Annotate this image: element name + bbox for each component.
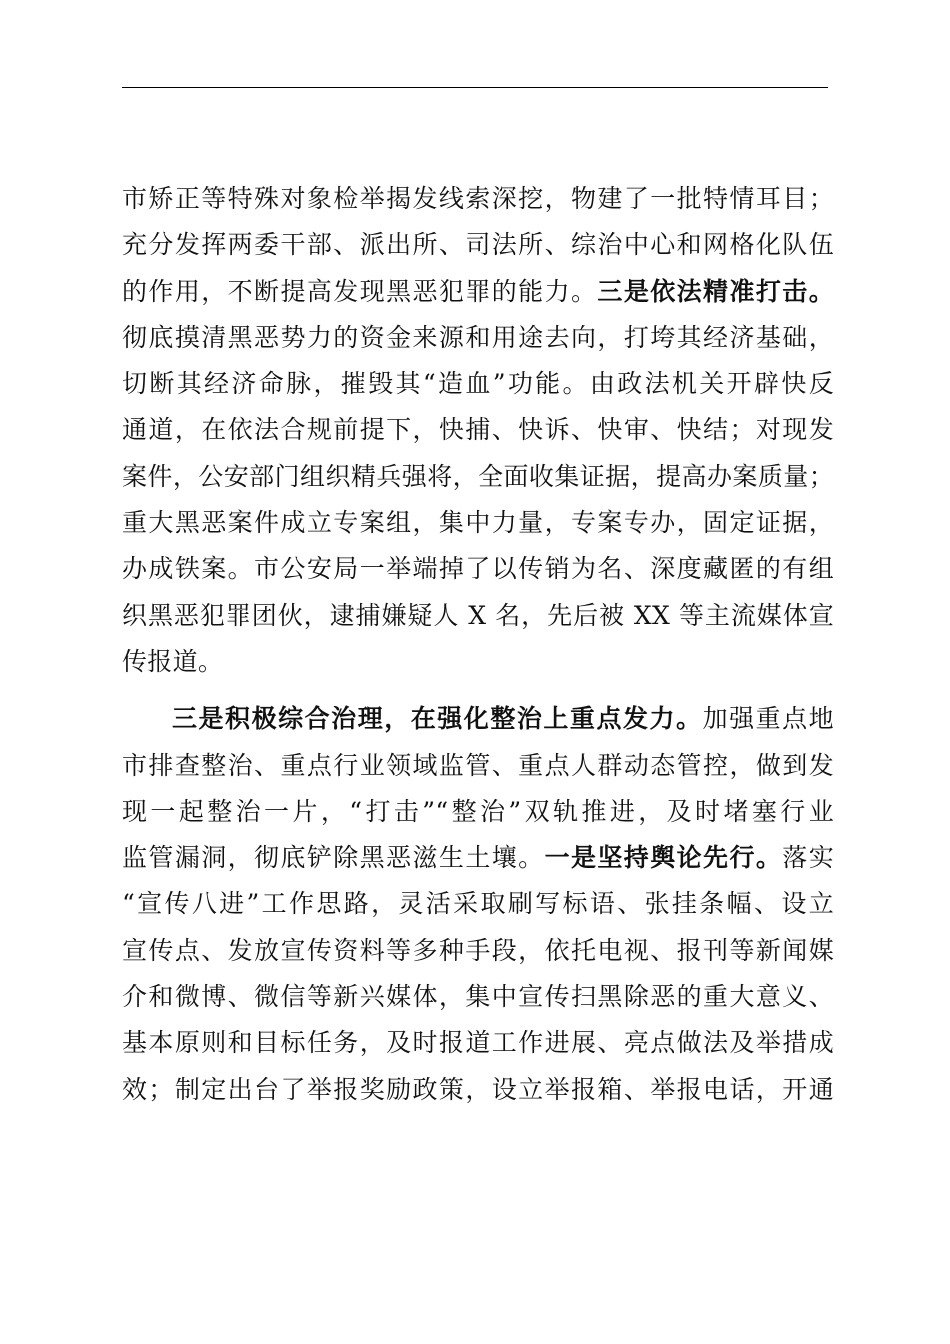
- text-line: 市矫正等特殊对象检举揭发线索深挖，物建了一批特情耳目；: [122, 184, 834, 213]
- text-line: 充分发挥两委干部、派出所、司法所、综治中心和网格化队伍: [122, 230, 834, 260]
- text-line: 效；制定出台了举报奖励政策，设立举报箱、举报电话，开通: [122, 1074, 834, 1104]
- text-line: 现一起整治一片，“打击”“整治”双轨推进，及时堵塞行业: [122, 796, 834, 826]
- text-line: [122, 696, 834, 742]
- paragraph-gap: [122, 685, 834, 696]
- text-line: 案件，公安部门组织精兵强将，全面收集证据，提高办案质量；: [122, 461, 834, 491]
- paragraph-1: [122, 176, 834, 685]
- text-line: 传报道。: [122, 646, 224, 676]
- text-run: 加强重点地: [702, 704, 834, 734]
- text-line: [122, 269, 834, 315]
- bold-subheading: 三是依法精准打击。: [597, 276, 834, 306]
- text-line: 重大黑恶案件成立专案组，集中力量，专案专办，固定证据，: [122, 508, 834, 538]
- bold-subheading: 一是坚持舆论先行。: [544, 843, 783, 873]
- text-line: “宣传八进”工作思路，灵活采取刷写标语、张挂条幅、设立: [122, 889, 834, 919]
- text-run: 落实: [782, 843, 834, 873]
- text-line: 市排查整治、重点行业领域监管、重点人群动态管控，做到发: [122, 750, 834, 780]
- text-line: 切断其经济命脉，摧毁其“造血”功能。由政法机关开辟快反: [122, 369, 834, 399]
- header-rule: [122, 87, 828, 88]
- text-line: 通道，在依法合规前提下，快捕、快诉、快审、快结；对现发: [122, 415, 834, 445]
- text-line: 彻底摸清黑恶势力的资金来源和用途去向，打垮其经济基础，: [122, 322, 834, 352]
- section-heading: 三是积极综合治理，在强化整治上重点发力。: [172, 704, 703, 734]
- text-line: 办成铁案。市公安局一举端掉了以传销为名、深度藏匿的有组: [122, 554, 834, 584]
- paragraph-2: [122, 696, 834, 1113]
- text-line: 织黑恶犯罪团伙，逮捕嫌疑人 X 名，先后被 XX 等主流媒体宣: [122, 600, 834, 630]
- text-line: 基本原则和目标任务，及时报道工作进展、亮点做法及举措成: [122, 1028, 834, 1058]
- text-run: 监管漏洞，彻底铲除黑恶滋生土壤。: [122, 843, 545, 873]
- document-body: [122, 176, 834, 1113]
- text-line: 介和微博、微信等新兴媒体，集中宣传扫黑除恶的重大意义、: [122, 982, 834, 1012]
- text-line: [122, 835, 834, 881]
- text-line: 宣传点、发放宣传资料等多种手段，依托电视、报刊等新闻媒: [122, 935, 834, 965]
- text-run: 的作用，不断提高发现黑恶犯罪的能力。: [122, 276, 598, 306]
